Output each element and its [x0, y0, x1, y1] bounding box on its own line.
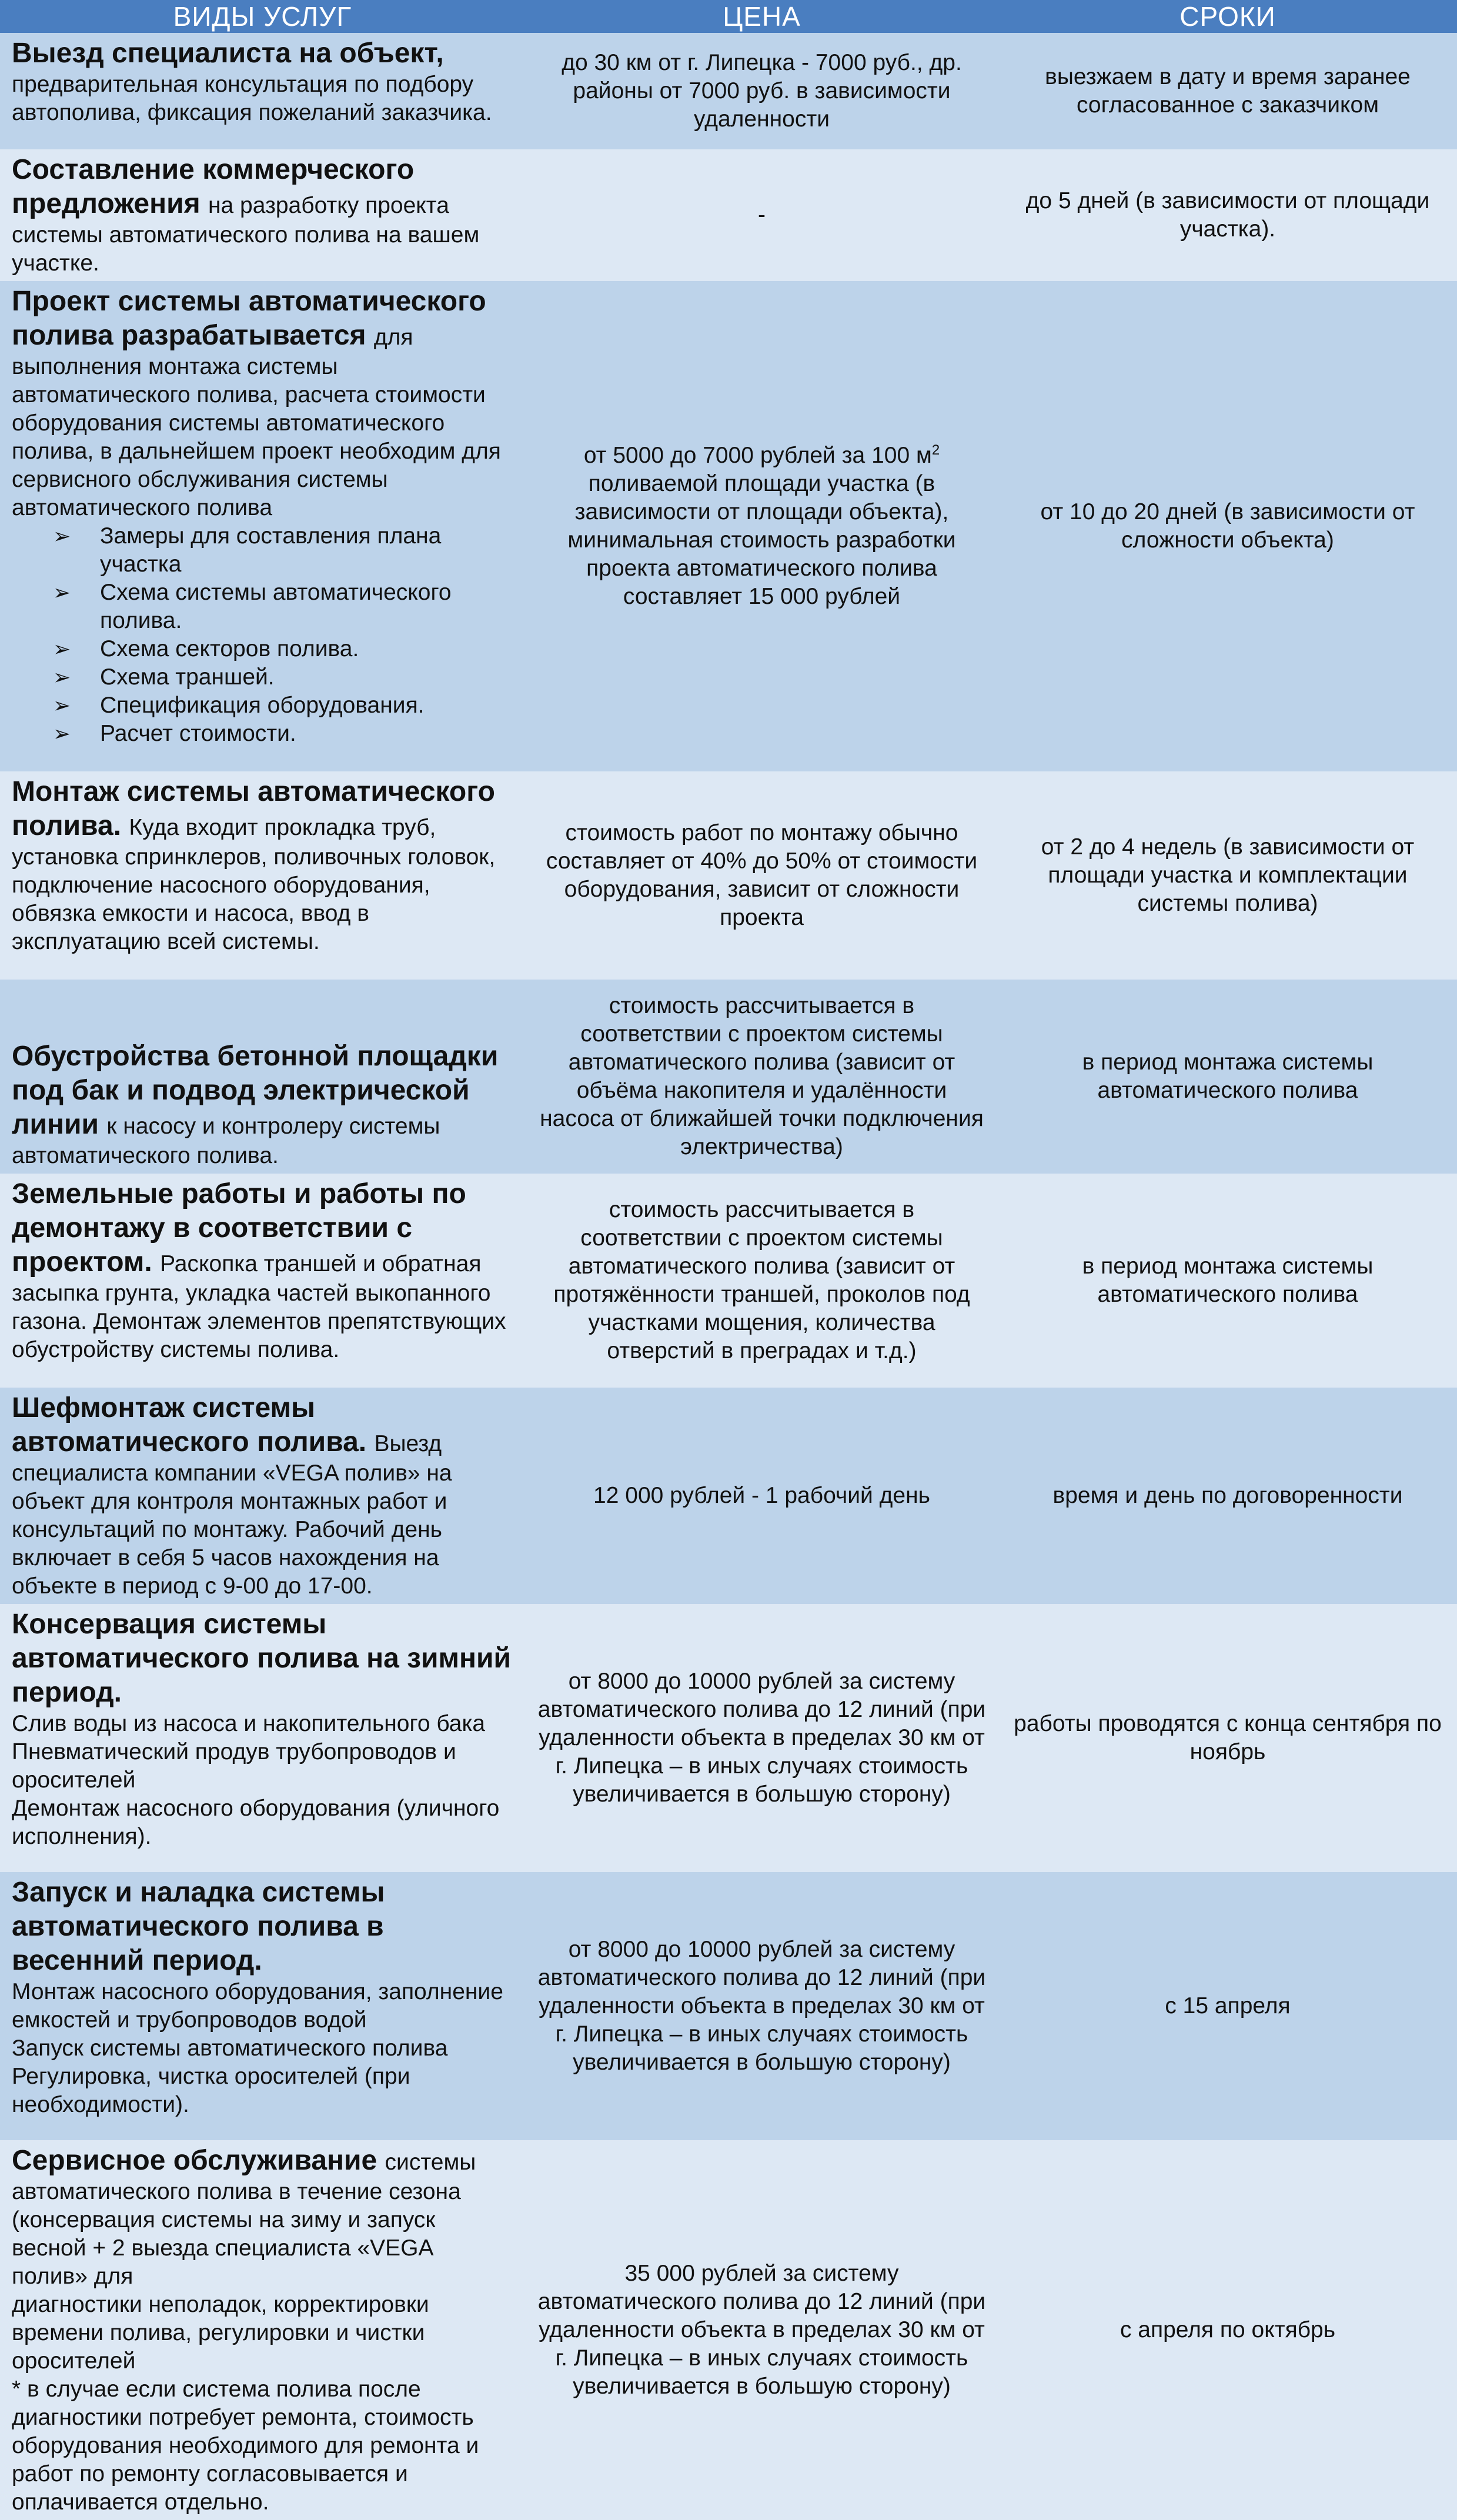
arrow-bullet-icon: ➢	[53, 721, 71, 746]
table-row	[0, 771, 1457, 980]
terms-cell: до 5 дней (в зависимости от площади участка).	[998, 149, 1457, 281]
header-services: ВИДЫ УСЛУГ	[0, 0, 525, 33]
table-row	[0, 1604, 1457, 1872]
service-description: предварительная консультация по подбору автополива, фиксация пожеланий заказчика.	[12, 72, 492, 125]
project-items-list	[12, 522, 513, 748]
service-cell	[0, 1388, 525, 1604]
price-text-cont: поливаемой площади участка (в зависимости от площади объекта), минимальная стоимость разработки проекта автоматического полива составляет 15 000 рублей	[567, 471, 956, 609]
price-cell: 12 000 рублей - 1 рабочий день	[525, 1388, 998, 1604]
table-row	[0, 1174, 1457, 1388]
service-description: Выезд специалиста компании «VEGA полив» на объект для контроля монтажных работ и консультаций по монтажу. Рабочий день включает в себя 5 часов нахождения на объекте в период с 9-00 до 17-00.	[12, 1431, 452, 1599]
service-cell	[0, 33, 525, 149]
list-item: ➢ Схема траншей.	[53, 663, 513, 691]
service-footnote: * в случае если система полива после диагностики потребует ремонта, стоимость оборудования необходимого для ремонта и работ по ремонту согласовывается и оплачивается отдельно.	[12, 2377, 479, 2515]
price-cell: от 8000 до 10000 рублей за систему автоматического полива до 12 линий (при удаленности объекта в пределах 30 км от г. Липецка – в иных случаях стоимость увеличивается в большую сторону)	[525, 1604, 998, 1872]
service-description: Раскопка траншей и обратная засыпка грунта, укладка частей выкопанного газона. Демонтаж элементов препятствующих обустройству системы полива.	[12, 1251, 506, 1362]
terms-cell: от 2 до 4 недель (в зависимости от площади участка и комплектации системы полива)	[998, 771, 1457, 980]
service-title: Консервация системы автоматического полива на зимний период.	[12, 1609, 511, 1708]
service-line: диагностики неполадок, корректировки времени полива, регулировки и чистки оросителей	[12, 2292, 429, 2374]
service-title: Обустройства бетонной площадки под бак и подвод электрической линии	[12, 1041, 499, 1140]
table-row	[0, 980, 1457, 1174]
table-row	[0, 33, 1457, 149]
arrow-bullet-icon: ➢	[53, 637, 71, 661]
table-row	[0, 149, 1457, 281]
list-item: ➢ Замеры для составления плана участка	[53, 523, 442, 577]
service-cell	[0, 980, 525, 1174]
service-title: Земельные работы и работы по демонтажу в соответствии с проектом.	[12, 1178, 466, 1278]
service-title: Сервисное обслуживание	[12, 2145, 385, 2176]
service-cell	[0, 281, 525, 771]
list-item: ➢ Спецификация оборудования.	[53, 691, 513, 720]
price-cell: стоимость рассчитывается в соответствии с проектом системы автоматического полива (зависит от протяжённости траншей, проколов под участками мощения, количества отверстий в преградах и т.д.)	[525, 1174, 998, 1388]
service-description: системы автоматического полива в течение сезона (консервация системы на зиму и запуск весной + 2 выезда специалиста «VEGA полив» для	[12, 2150, 476, 2289]
terms-cell: с апреля по октябрь	[998, 2140, 1457, 2520]
service-description: Куда входит прокладка труб, установка спринклеров, поливочных головок, подключение насосного оборудования, обвязка емкости и насоса, ввод в эксплуатацию всей системы.	[12, 815, 496, 954]
price-cell: -	[525, 149, 998, 281]
terms-cell: в период монтажа системы автоматического полива	[998, 1174, 1457, 1388]
service-line: Монтаж насосного оборудования, заполнение емкостей и трубопроводов водой	[12, 1979, 503, 2033]
list-item: ➢ Расчет стоимости.	[53, 720, 513, 748]
arrow-bullet-icon: ➢	[53, 524, 71, 548]
price-cell	[525, 281, 998, 771]
service-title: Составление коммерческого предложения	[12, 154, 415, 219]
service-cell	[0, 771, 525, 980]
service-title: Проект системы автоматического полива разрабатывается	[12, 286, 486, 351]
service-title: Шефмонтаж системы автоматического полива.	[12, 1392, 375, 1458]
header-price: ЦЕНА	[525, 0, 998, 33]
price-cell: стоимость рассчитывается в соответствии с проектом системы автоматического полива (зависит от объёма накопителя и удалённости насоса от ближайшей точки подключения электричества)	[525, 980, 998, 1174]
terms-cell: с 15 апреля	[998, 1872, 1457, 2140]
superscript: 2	[931, 442, 940, 458]
service-description: к насосу и контролеру системы автоматического полива.	[12, 1114, 440, 1168]
service-title: Запуск и наладка системы автоматического полива в весенний период.	[12, 1877, 385, 1976]
price-cell: до 30 км от г. Липецка - 7000 руб., др. районы от 7000 руб. в зависимости удаленности	[525, 33, 998, 149]
list-item: ➢ Схема секторов полива.	[53, 635, 513, 663]
service-cell	[0, 2140, 525, 2520]
price-cell: стоимость работ по монтажу обычно составляет от 40% до 50% от стоимости оборудования, зависит от сложности проекта	[525, 771, 998, 980]
terms-cell: от 10 до 20 дней (в зависимости от сложности объекта)	[998, 281, 1457, 771]
arrow-bullet-icon: ➢	[53, 580, 71, 604]
price-cell: от 8000 до 10000 рублей за систему автоматического полива до 12 линий (при удаленности объекта в пределах 30 км от г. Липецка – в иных случаях стоимость увеличивается в большую сторону)	[525, 1872, 998, 2140]
service-title: Монтаж системы автоматического полива.	[12, 776, 495, 841]
service-line: Слив воды из насоса и накопительного бака	[12, 1711, 486, 1736]
terms-cell: работы проводятся с конца сентября по ноябрь	[998, 1604, 1457, 1872]
arrow-bullet-icon: ➢	[53, 665, 71, 689]
service-line: Регулировка, чистка оросителей (при необходимости).	[12, 2064, 410, 2117]
table-row	[0, 281, 1457, 771]
terms-cell: время и день по договоренности	[998, 1388, 1457, 1604]
terms-cell: в период монтажа системы автоматического полива	[998, 980, 1457, 1174]
price-text: от 5000 до 7000 рублей за 100 м	[583, 443, 932, 468]
service-description: для выполнения монтажа системы автоматического полива, расчета стоимости оборудования системы автоматического полива, в дальнейшем проект необходим для сервисного обслуживания системы автоматического полива	[12, 325, 501, 520]
service-description: на разработку проекта системы автоматического полива на вашем участке.	[12, 193, 480, 276]
service-cell	[0, 1604, 525, 1872]
table-row	[0, 2140, 1457, 2520]
service-cell	[0, 1174, 525, 1388]
arrow-bullet-icon: ➢	[53, 693, 71, 717]
header-terms: СРОКИ	[998, 0, 1457, 33]
price-cell: 35 000 рублей за систему автоматического полива до 12 линий (при удаленности объекта в пределах 30 км от г. Липецка – в иных случаях стоимость увеличивается в большую сторону)	[525, 2140, 998, 2520]
service-line: Запуск системы автоматического полива	[12, 2036, 448, 2061]
terms-cell: выезжаем в дату и время заранее согласованное с заказчиком	[998, 33, 1457, 149]
service-title: Выезд специалиста на объект,	[12, 38, 444, 69]
table-row	[0, 1388, 1457, 1604]
list-item: ➢ Схема системы автоматического полива.	[53, 580, 452, 633]
table-row	[0, 1872, 1457, 2140]
table-header-row	[0, 0, 1457, 33]
service-cell	[0, 1872, 525, 2140]
service-cell	[0, 149, 525, 281]
service-line: Пневматический продув трубопроводов и оросителей	[12, 1739, 456, 1793]
service-line: Демонтаж насосного оборудования (уличного исполнения).	[12, 1796, 500, 1849]
